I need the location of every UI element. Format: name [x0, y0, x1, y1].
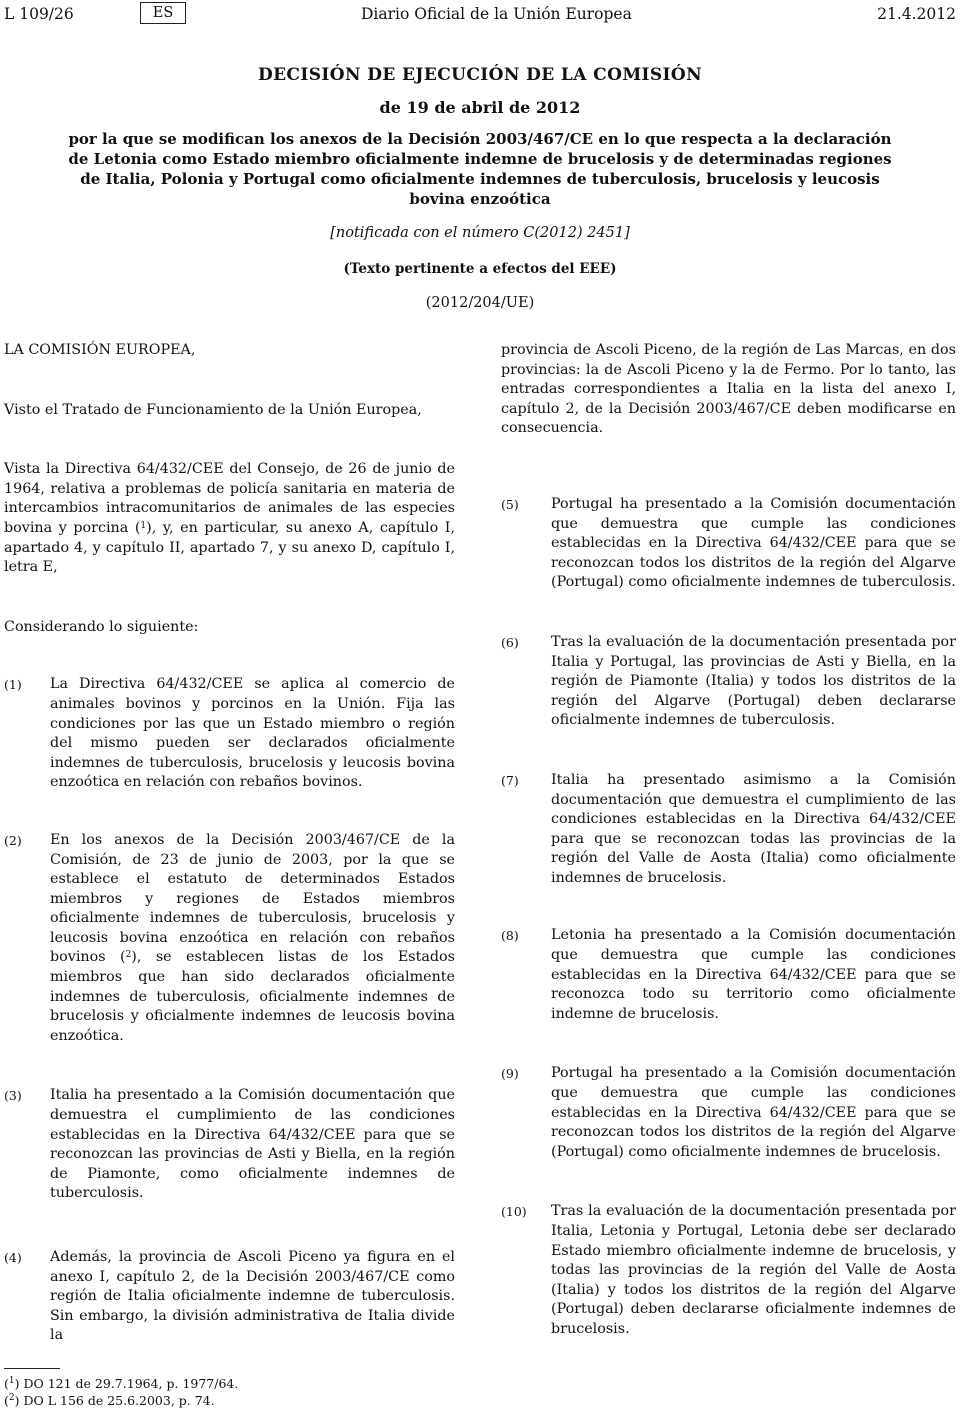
- document-type: DECISIÓN DE EJECUCIÓN DE LA COMISIÓN: [257, 65, 703, 85]
- commission-heading: LA COMISIÓN EUROPEA,: [4, 342, 196, 358]
- footnote-1: ($^1$) DO 121 de 29.7.1964, p. 1977/64.: [4, 1375, 239, 1391]
- recital-text-part: ), se establecen listas de los Estados miembros que han sido declarados oficialmente indemnes de tuberculosis, oficialmente indemnes de brucelosis y oficialmente indemnes de leucosis bovina enzoótica.: [50, 949, 455, 1044]
- recital-text: Italia ha presentado a la Comisión documentación que demuestra el cumplimiento de las condiciones establecidas en la Directiva 64/432/CEE para que se reconozcan las provincias de Asti y Biella, en la región de Piamonte, como oficialmente indemnes de tuberculosis.: [50, 1087, 455, 1202]
- footnote-text: DO 121 de 29.7.1964, p. 1977/64.: [23, 1375, 239, 1391]
- recital-text: Portugal ha presentado a la Comisión documentación que demuestra que cumple las condiciones establecidas en la Directiva 64/432/CEE para que se reconozcan todos los distritos de la región del Algarve (Portugal) como oficialmente indemnes de brucelosis.: [551, 1065, 956, 1160]
- footnote-ref-1: 1: [140, 520, 147, 531]
- page-reference: L 109/26: [4, 5, 74, 23]
- recital-2: [4, 831, 455, 1047]
- recital-number: (3): [4, 1088, 22, 1104]
- eee-relevance: (Texto pertinente a efectos del EEE): [343, 261, 617, 277]
- recital-4-continuation: provincia de Ascoli Piceno, de la región de Las Marcas, en dos provincias: la de Ascoli Piceno y la de Fermo. Por lo tanto, las entradas correspondientes a Italia en la lista del anexo I, capítulo 2, de la Decisión 2003/467/CE deben modificarse en consecuencia.: [501, 342, 956, 437]
- citation-directive: [4, 460, 455, 578]
- recital-4: [4, 1248, 455, 1346]
- footnote-mark: 2: [8, 1392, 15, 1403]
- recital-7: [501, 771, 956, 889]
- journal-name: Diario Oficial de la Unión Europea: [361, 5, 632, 23]
- citation-directive-text-cont: ), y, en particular, su anexo A, capítulo I, apartado 4, y capítulo II, apartado 7, y su anexo D, capítulo I, letra E,: [4, 519, 455, 576]
- recital-number: (10): [501, 1204, 527, 1220]
- title-block: [0, 64, 960, 313]
- recital-text: Además, la provincia de Ascoli Piceno ya figura en el anexo I, capítulo 2, de la Decisión 2003/467/CE como región de Italia oficialmente indemne de tuberculosis. Sin embargo, la división administrativa de Italia divide la: [50, 1249, 455, 1344]
- page-header: [4, 4, 956, 24]
- recitals-intro: Considerando lo siguiente:: [4, 618, 199, 635]
- language-badge: ES: [140, 2, 186, 24]
- notification-number: [notificada con el número C(2012) 2451]: [330, 225, 630, 241]
- document-subject: por la que se modifican los anexos de la Decisión 2003/467/CE en lo que respecta a la declaración de Letonia como Estado miembro oficialmente indemne de brucelosis y de determinadas regiones de Italia, Polonia y Portugal como oficialmente indemnes de tuberculosis, brucelosis y leucosis bovina enzoótica: [68, 130, 892, 208]
- citation-treaty: Visto el Tratado de Funcionamiento de la Unión Europea,: [4, 401, 422, 418]
- footnote-text: DO L 156 de 25.6.2003, p. 74.: [23, 1392, 215, 1408]
- recital-9: [501, 1064, 956, 1162]
- left-column: [4, 341, 455, 1409]
- recital-text: Tras la evaluación de la documentación presentada por Italia y Portugal, las provincias de Asti y Biella, en la región de Piamonte (Italia) y todos los distritos de la región del Algarve (Portugal) deben declararse oficialmente indemnes de tuberculosis.: [551, 633, 956, 729]
- recital-number: (7): [501, 772, 519, 788]
- footnotes: [4, 1375, 455, 1409]
- recital-3: [4, 1086, 455, 1204]
- recital-10: [501, 1202, 956, 1339]
- recital-number: (4): [4, 1250, 22, 1265]
- right-column: [501, 341, 956, 1340]
- footnote-ref-2: 2: [125, 950, 132, 961]
- publication-date: 21.4.2012: [877, 5, 956, 23]
- recital-number: (5): [501, 496, 519, 512]
- recital-8: [501, 926, 956, 1024]
- recital-5: [501, 495, 956, 593]
- recital-1: [4, 675, 455, 793]
- footnote-2: ($^2$) DO L 156 de 25.6.2003, p. 74.: [4, 1392, 215, 1408]
- recital-text: Italia ha presentado asimismo a la Comisión documentación que demuestra el cumplimiento de las condiciones establecidas en la Directiva 64/432/CEE para que se reconozcan todas las provincias de la región del Valle de Aosta (Italia) como oficialmente indemnes de brucelosis.: [551, 771, 956, 886]
- recital-number: (8): [501, 928, 519, 944]
- recital-text-part: En los anexos de la Decisión 2003/467/CE de la Comisión, de 23 de junio de 2003, por la que se establece el estatuto de determinados Estados miembros y regiones de Estados miembros oficialmente indemnes de tuberculosis, brucelosis y leucosis bovina enzoótica en relación con rebaños bovinos (: [50, 831, 455, 966]
- recital-text: Letonia ha presentado a la Comisión documentación que demuestra que cumple las condiciones establecidas en la Directiva 64/432/CEE para que se reconozca todo su territorio como oficialmente indemne de brucelosis.: [551, 927, 956, 1022]
- recital-number: (9): [501, 1066, 519, 1082]
- recital-number: (6): [501, 634, 519, 650]
- footnote-mark: 1: [8, 1375, 15, 1386]
- recital-number: (1): [4, 677, 22, 693]
- recital-6: [501, 633, 956, 731]
- recital-text: La Directiva 64/432/CEE se aplica al comercio de animales bovinos y porcinos en la Unión. Fija las condiciones por las que un Estado miembro o región del mismo pueden ser declarados oficialmente indemnes de tuberculosis, brucelosis y leucosis bovina enzoótica en relación con rebaños bovinos.: [50, 676, 455, 791]
- recital-number: (2): [4, 832, 22, 848]
- recital-text: Tras la evaluación de la documentación presentada por Italia, Letonia y Portugal, Letonia debe ser declarado Estado miembro oficialmente indemne de brucelosis, y todas las provincias de la región del Valle de Aosta (Italia) y todos los distritos de la región del Algarve (Portugal) deben declararse oficialmente indemnes de brucelosis.: [551, 1203, 956, 1337]
- recital-text: [50, 831, 455, 1047]
- document-date: de 19 de abril de 2012: [379, 98, 581, 117]
- recital-text: Portugal ha presentado a la Comisión documentación que demuestra que cumple las condiciones establecidas en la Directiva 64/432/CEE para que se reconozcan todos los distritos de la región del Algarve (Portugal) como oficialmente indemnes de tuberculosis.: [551, 495, 956, 591]
- citation-directive-text: Vista la Directiva 64/432/CEE del Consejo, de 26 de junio de 1964, relativa a problemas de policía sanitaria en materia de intercambios intracomunitarios de animales de las especies bovina y porcina (: [4, 461, 455, 536]
- footnote-separator: [4, 1368, 60, 1369]
- document-reference: (2012/204/UE): [425, 295, 535, 311]
